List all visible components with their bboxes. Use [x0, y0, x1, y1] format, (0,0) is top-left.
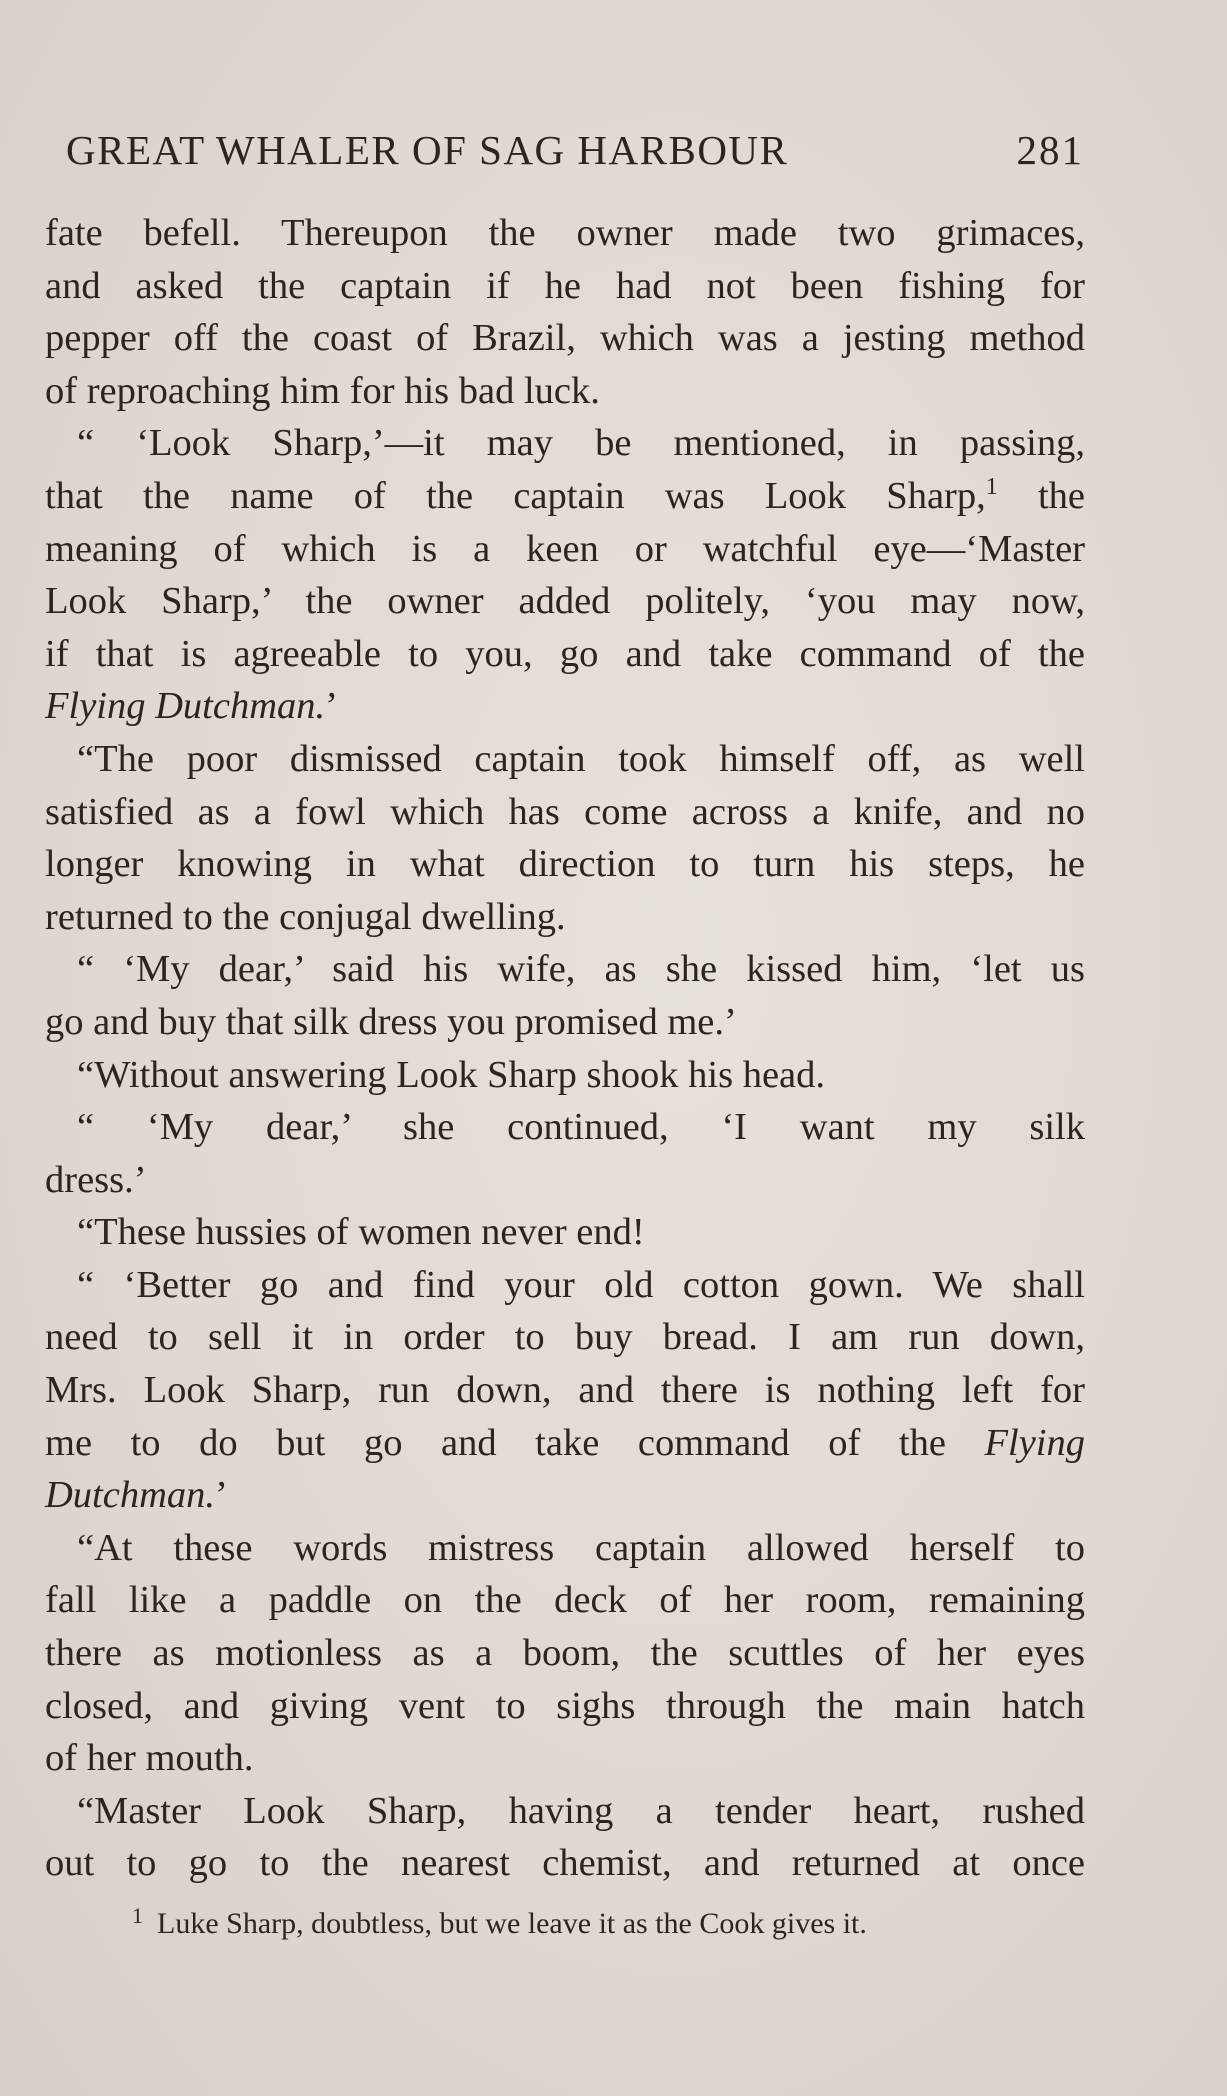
text-line: “At these words mistress captain allowed herself to: [77, 1526, 1085, 1569]
text-line: dress.’: [45, 1158, 147, 1201]
body-text: [45, 207, 1085, 1890]
text-line: returned to the conjugal dwelling.: [45, 895, 566, 938]
text-line: of her mouth.: [45, 1737, 254, 1780]
running-head: [66, 122, 1084, 178]
text-line: closed, and giving vent to sighs through the main hatch: [45, 1684, 1085, 1727]
text-line: “Master Look Sharp, having a tender heart, rushed: [77, 1789, 1085, 1832]
text-line: that the name of the captain was Look Sharp,$^1$ the: [45, 473, 1085, 517]
text-line: Look Sharp,’ the owner added politely, ‘you may now,: [45, 580, 1085, 623]
text-line: fate befell. Thereupon the owner made two grimaces,: [45, 212, 1085, 254]
text-line: me to do but go and take command of the Flying: [45, 1421, 1085, 1464]
text-line: “Without answering Look Sharp shook his head.: [77, 1053, 826, 1096]
text-line: if that is agreeable to you, go and take command of the: [45, 632, 1085, 675]
text-line: Dutchman.’: [45, 1474, 228, 1517]
text-line: “ ‘My dear,’ she continued, ‘I want my silk: [77, 1106, 1085, 1149]
footnote-text: Luke Sharp, doubtless, but we leave it as the Cook gives it.: [157, 1907, 867, 1940]
text-line: “The poor dismissed captain took himself off, as well: [77, 737, 1085, 780]
text-line: satisfied as a fowl which has come across a knife, and no: [45, 790, 1085, 833]
text-line: of reproaching him for his bad luck.: [45, 369, 600, 412]
text-line: need to sell it in order to buy bread. I am run down,: [45, 1316, 1085, 1359]
text-line: Mrs. Look Sharp, run down, and there is nothing left for: [45, 1369, 1085, 1412]
text-line: pepper off the coast of Brazil, which was a jesting method: [45, 317, 1085, 360]
footnote: [132, 1896, 1032, 1944]
text-line: “ ‘Better go and find your old cotton gown. We shall: [77, 1263, 1085, 1306]
text-line: “ ‘Look Sharp,’—it may be mentioned, in passing,: [77, 422, 1085, 465]
text-line: there as motionless as a boom, the scuttles of her eyes: [45, 1632, 1085, 1675]
text-line: longer knowing in what direction to turn his steps, he: [45, 843, 1085, 886]
text-line: out to go to the nearest chemist, and returned at once: [45, 1842, 1085, 1885]
text-line: “ ‘My dear,’ said his wife, as she kissed him, ‘let us: [77, 948, 1085, 991]
page-number: 281: [1016, 127, 1084, 173]
footnote-mark: 1: [132, 1903, 143, 1928]
text-line: fall like a paddle on the deck of her room, remaining: [45, 1579, 1085, 1622]
text-line: meaning of which is a keen or watchful eye—‘Master: [45, 527, 1085, 570]
footnote-reference: 1: [985, 473, 998, 500]
text-line: “These hussies of women never end!: [77, 1211, 645, 1254]
text-line: go and buy that silk dress you promised me.’: [45, 1000, 737, 1043]
text-line: Flying Dutchman.’: [45, 685, 338, 728]
running-head-title: GREAT WHALER OF SAG HARBOUR: [66, 127, 789, 173]
text-line: and asked the captain if he had not been fishing for: [45, 264, 1085, 307]
